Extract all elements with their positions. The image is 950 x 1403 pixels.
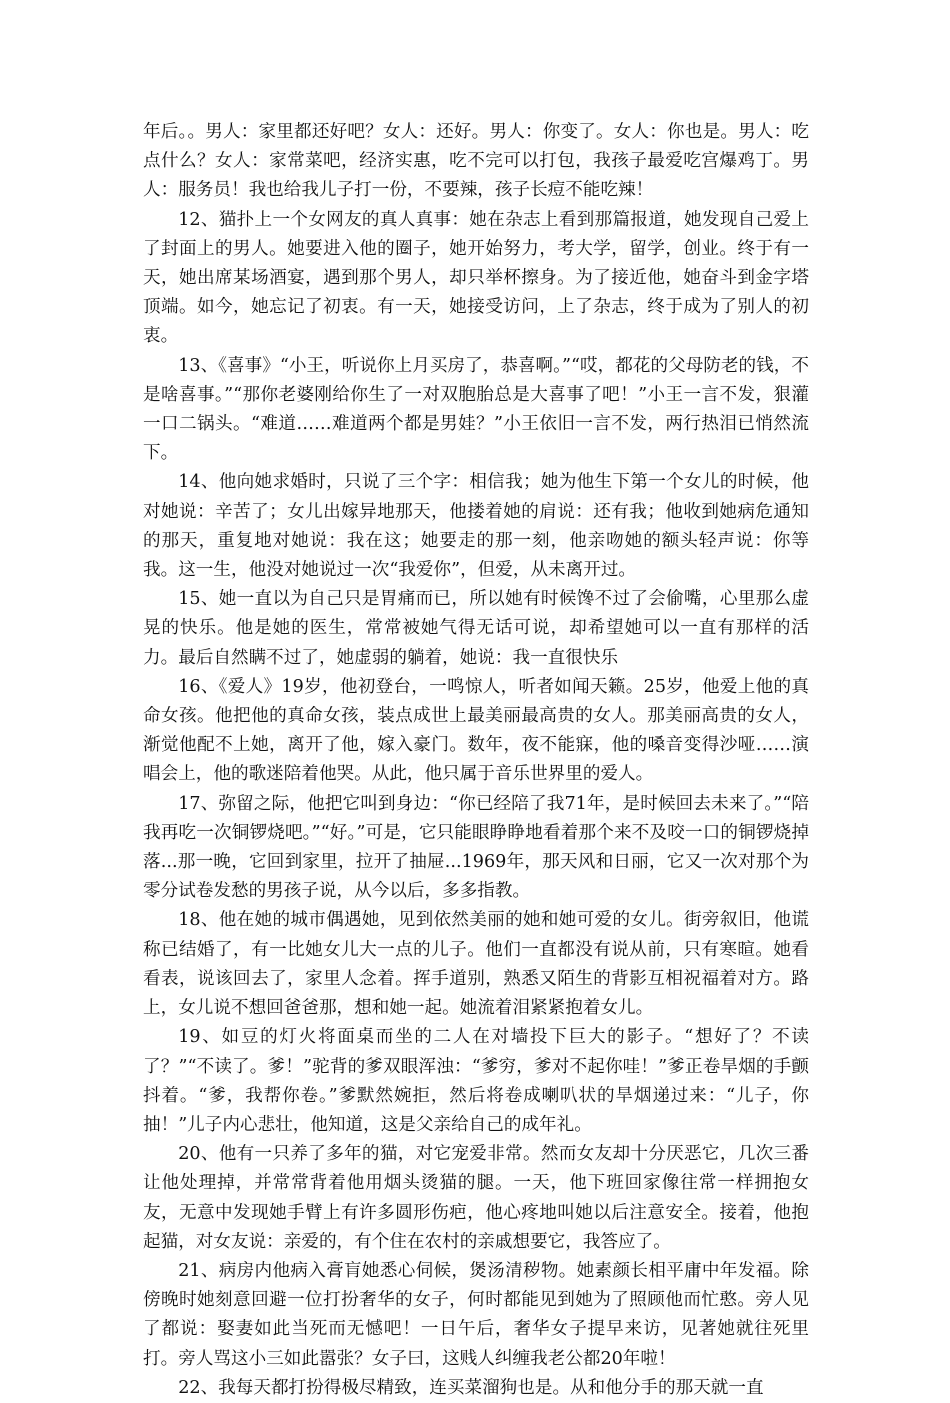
paragraph-15: 15、她一直以为自己只是胃痛而已，所以她有时候馋不过了会偷嘴，心里那么虚晃的快乐。他是她的医生，常常被她气得无话可说，却希望她可以一直有那样的活力。最后自然瞒不过了，她虚弱的躺着，她说：我一直很快乐 bbox=[143, 589, 809, 668]
paragraph-13: 13、《喜事》“小王，听说你上月买房了，恭喜啊。”“哎，都花的父母防老的钱，不是啥喜事。”“那你老婆刚给你生了一对双胞胎总是大喜事了吧！”小王一言不发，狠灌一口二锅头。“难道……难道两个都是男娃？”小王依旧一言不发，两行热泪已悄然流下。 bbox=[143, 355, 809, 464]
paragraph-12: 12、猫扑上一个女网友的真人真事：她在杂志上看到那篇报道，她发现自己爱上了封面上的男人。她要进入他的圈子，她开始努力，考大学，留学，创业。终于有一天，她出席某场酒宴，遇到那个男人，却只举杯擦身。为了接近他，她奋斗到金字塔顶端。如今，她忘记了初衷。有一天，她接受访问，上了杂志，终于成为了别人的初衷。 bbox=[143, 209, 809, 347]
paragraph-22: 22、我每天都打扮得极尽精致，连买菜溜狗也是。从和他分手的那天就一直 bbox=[178, 1377, 764, 1398]
paragraph-20: 20、他有一只养了多年的猫，对它宠爱非常。然而女友却十分厌恶它，几次三番让他处理掉，并常常背着他用烟头烫猫的腿。一天，他下班回家像往常一样拥抱女友，无意中发现她手臂上有许多圆形伤疤，他心疼地叫她以后注意安全。接着，他抱起猫，对女友说：亲爱的，有个住在农村的亲戚想要它，我答应了。 bbox=[143, 1144, 809, 1252]
paragraph-17: 17、弥留之际，他把它叫到身边：“你已经陪了我71年，是时候回去未来了。”“陪我再吃一次铜锣烧吧。”“好。”可是，它只能眼睁睁地看着那个来不及咬一口的铜锣烧掉落...那一晚，它回到家里，拉开了抽屉...1969年，那天风和日丽，它又一次对那个为零分试卷发愁的男孩子说，从今以后，多多指教。 bbox=[143, 793, 809, 902]
paragraph-18: 18、他在她的城市偶遇她，见到依然美丽的她和她可爱的女儿。街旁叙旧，他谎称已结婚了，有一比她女儿大一点的儿子。他们一直都没有说从前，只有寒暄。她看看表，说该回去了，家里人念着。挥手道别，熟悉又陌生的背影互相祝福着对方。路上，女儿说不想回爸爸那，想和她一起。她流着泪紧紧抱着女儿。 bbox=[143, 910, 809, 1019]
paragraph-14: 14、他向她求婚时，只说了三个字：相信我；她为他生下第一个女儿的时候，他对她说：辛苦了；女儿出嫁异地那天，他搂着她的肩说：还有我；他收到她病危通知的那天，重复地对她说：我在这；她要走的那一刻，他亲吻她的额头轻声说：你等我。这一生，他没对她说过一次“我爱你”，但爱，从未离开过。 bbox=[143, 472, 809, 581]
document-page bbox=[143, 118, 809, 1403]
paragraph-21: 21、病房内他病入膏肓她悉心伺候，煲汤清秽物。她素颜长相平庸中年发福。除傍晚时她刻意回避一位打扮奢华的女子，何时都能见到她为了照顾他而忙憨。旁人见了都说：娶妻如此当死而无憾吧！一日午后，奢华女子提早来访，见著她就往死里打。旁人骂这小三如此嚣张？女子曰，这贱人纠缠我老公都20年啦！ bbox=[143, 1260, 809, 1369]
paragraph-16: 16、《爱人》19岁，他初登台，一鸣惊人，听者如闻天籁。25岁，他爱上他的真命女孩。他把他的真命女孩，装点成世上最美丽最高贵的女人。那美丽高贵的女人，渐觉他配不上她，离开了他，嫁入豪门。数年，夜不能寐，他的嗓音变得沙哑……演唱会上，他的歌迷陪着他哭。从此，他只属于音乐世界里的爱人。 bbox=[143, 676, 809, 785]
paragraph-continuation: 年后。。男人：家里都还好吧？女人：还好。男人：你变了。女人：你也是。男人：吃点什么？女人：家常菜吧，经济实惠，吃不完可以打包，我孩子最爱吃宫爆鸡丁。男人：服务员！我也给我儿子打一份，不要辣，孩子长痘不能吃辣！ bbox=[143, 122, 809, 201]
paragraph-19: 19、如豆的灯火将面桌而坐的二人在对墙投下巨大的影子。“想好了？不读了？”“不读了。爹！”驼背的爹双眼浑浊：“爹穷，爹对不起你哇！”爹正卷旱烟的手颤抖着。“爹，我帮你卷。”爹默然婉拒，然后将卷成喇叭状的旱烟递过来：“儿子，你抽！”儿子内心悲壮，他知道，这是父亲给自己的成年礼。 bbox=[143, 1027, 809, 1135]
